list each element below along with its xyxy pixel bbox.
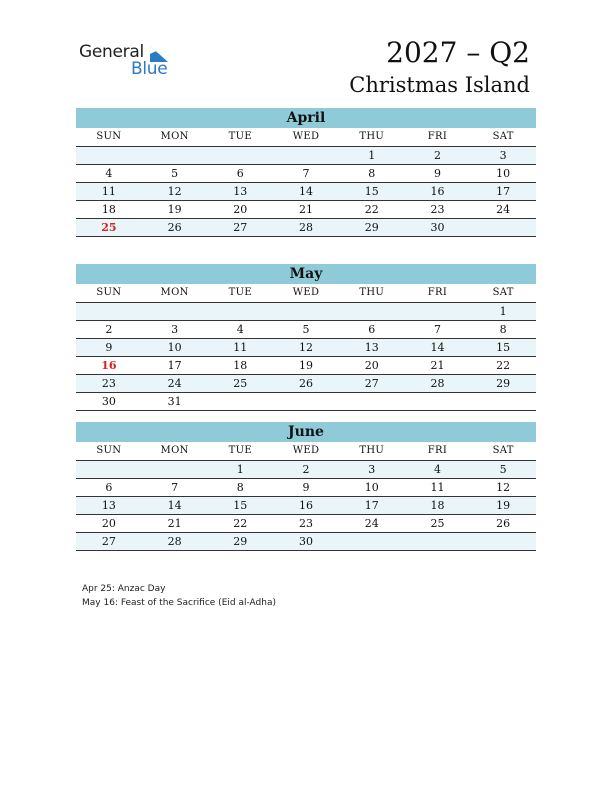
day-cell: 26 (299, 377, 314, 390)
day-cell: 1 (236, 463, 244, 476)
day-cell: 13 (101, 499, 116, 512)
page-title: 2027 – Q2 (386, 36, 530, 69)
day-cell: 10 (364, 481, 379, 494)
day-cell: 28 (430, 377, 445, 390)
day-cell: 19 (299, 359, 314, 372)
day-cell: 8 (499, 323, 507, 336)
month-header: June (76, 422, 536, 442)
weekday-label: WED (292, 445, 320, 456)
week-row (76, 201, 536, 219)
day-cell: 12 (496, 481, 511, 494)
day-cell: 15 (364, 185, 379, 198)
day-cell (470, 219, 536, 236)
weekday-label: SUN (96, 445, 122, 456)
day-cell (405, 533, 471, 550)
day-cell (76, 303, 142, 320)
weekday-header-row (76, 284, 536, 303)
weekday-label: MON (160, 287, 189, 298)
day-cell: 5 (171, 167, 179, 180)
day-cell: 24 (496, 203, 511, 216)
day-cell: 5 (499, 463, 507, 476)
day-cell (207, 393, 273, 410)
day-cell: 26 (496, 517, 511, 530)
day-cell: 16 (430, 185, 445, 198)
day-cell: 30 (430, 221, 445, 234)
weekday-label: SAT (492, 131, 514, 142)
day-cell: 9 (105, 341, 113, 354)
day-cell: 22 (496, 359, 511, 372)
day-cell: 27 (364, 377, 379, 390)
day-cell: 15 (496, 341, 511, 354)
day-cell: 20 (233, 203, 248, 216)
day-cell: 17 (364, 499, 379, 512)
holiday-day-cell: 25 (101, 221, 117, 234)
day-cell: 22 (364, 203, 379, 216)
week-row (76, 219, 536, 237)
day-cell: 6 (368, 323, 376, 336)
day-cell: 30 (101, 395, 116, 408)
month-calendar-may (76, 264, 536, 411)
month-header: May (76, 264, 536, 284)
day-cell: 13 (364, 341, 379, 354)
weekday-header-row (76, 128, 536, 147)
weekday-label: SUN (96, 287, 122, 298)
day-cell: 16 (299, 499, 314, 512)
day-cell: 23 (101, 377, 116, 390)
week-row (76, 515, 536, 533)
day-cell: 12 (299, 341, 314, 354)
day-cell (207, 147, 273, 164)
day-cell (470, 393, 536, 410)
day-cell: 2 (302, 463, 310, 476)
day-cell: 3 (368, 463, 376, 476)
day-cell: 10 (496, 167, 511, 180)
day-cell: 6 (105, 481, 113, 494)
holiday-note: May 16: Feast of the Sacrifice (Eid al-Adha) (82, 598, 276, 608)
weekday-label: SAT (492, 445, 514, 456)
week-row (76, 165, 536, 183)
day-cell: 23 (430, 203, 445, 216)
weekday-label: TUE (228, 131, 252, 142)
week-row (76, 183, 536, 201)
day-cell: 18 (101, 203, 116, 216)
day-cell (76, 147, 142, 164)
week-row (76, 339, 536, 357)
day-cell: 14 (430, 341, 445, 354)
day-cell: 17 (496, 185, 511, 198)
day-cell: 28 (167, 535, 182, 548)
day-cell: 14 (299, 185, 314, 198)
holiday-notes (82, 582, 276, 610)
day-cell: 24 (167, 377, 182, 390)
day-cell: 7 (433, 323, 441, 336)
weekday-label: FRI (427, 445, 448, 456)
day-cell: 21 (430, 359, 445, 372)
day-cell (273, 393, 339, 410)
weekday-label: TUE (228, 287, 252, 298)
day-cell: 21 (167, 517, 182, 530)
day-cell: 15 (233, 499, 248, 512)
week-row (76, 479, 536, 497)
day-cell: 9 (433, 167, 441, 180)
week-row (76, 533, 536, 551)
weekday-header-row (76, 442, 536, 461)
day-cell: 14 (167, 499, 182, 512)
day-cell: 10 (167, 341, 182, 354)
week-row (76, 321, 536, 339)
day-cell: 2 (105, 323, 113, 336)
weekday-label: THU (359, 287, 385, 298)
week-row (76, 303, 536, 321)
weekday-label: FRI (427, 287, 448, 298)
holiday-day-cell: 16 (101, 359, 117, 372)
day-cell (207, 303, 273, 320)
day-cell: 19 (496, 499, 511, 512)
day-cell: 29 (233, 535, 248, 548)
day-cell: 20 (364, 359, 379, 372)
day-cell: 25 (233, 377, 248, 390)
day-cell: 25 (430, 517, 445, 530)
day-cell (339, 303, 405, 320)
weekday-label: MON (160, 131, 189, 142)
logo-general-text: General (79, 42, 144, 62)
holiday-note: Apr 25: Anzac Day (82, 584, 166, 594)
month-calendar-june (76, 422, 536, 551)
day-cell (405, 303, 471, 320)
day-cell: 18 (233, 359, 248, 372)
day-cell: 7 (171, 481, 179, 494)
weekday-label: WED (292, 287, 320, 298)
day-cell (470, 533, 536, 550)
day-cell: 3 (499, 149, 507, 162)
weekday-label: THU (359, 131, 385, 142)
day-cell (339, 393, 405, 410)
day-cell: 19 (167, 203, 182, 216)
logo-blue-text: Blue (131, 59, 168, 79)
day-cell: 1 (499, 305, 507, 318)
day-cell: 11 (430, 481, 445, 494)
week-row (76, 497, 536, 515)
day-cell (76, 461, 142, 478)
week-row (76, 393, 536, 411)
day-cell (339, 533, 405, 550)
weekday-label: WED (292, 131, 320, 142)
day-cell (405, 393, 471, 410)
day-cell: 5 (302, 323, 310, 336)
day-cell: 21 (299, 203, 314, 216)
day-cell: 8 (236, 481, 244, 494)
week-row (76, 375, 536, 393)
day-cell: 31 (167, 395, 182, 408)
day-cell: 27 (233, 221, 248, 234)
day-cell: 11 (233, 341, 248, 354)
day-cell: 13 (233, 185, 248, 198)
day-cell: 4 (105, 167, 113, 180)
day-cell: 4 (433, 463, 441, 476)
page-subtitle: Christmas Island (349, 73, 530, 97)
weekday-label: SAT (492, 287, 514, 298)
day-cell: 3 (171, 323, 179, 336)
generalblue-logo (79, 42, 189, 82)
day-cell: 11 (101, 185, 116, 198)
day-cell (142, 303, 208, 320)
day-cell: 2 (433, 149, 441, 162)
day-cell: 30 (299, 535, 314, 548)
week-row (76, 147, 536, 165)
weekday-label: TUE (228, 445, 252, 456)
day-cell: 29 (364, 221, 379, 234)
day-cell: 6 (236, 167, 244, 180)
weekday-label: THU (359, 445, 385, 456)
day-cell: 18 (430, 499, 445, 512)
weekday-label: SUN (96, 131, 122, 142)
day-cell: 7 (302, 167, 310, 180)
day-cell (142, 461, 208, 478)
day-cell (273, 303, 339, 320)
week-row (76, 357, 536, 375)
day-cell (273, 147, 339, 164)
month-calendar-april (76, 108, 536, 237)
day-cell: 12 (167, 185, 182, 198)
day-cell: 24 (364, 517, 379, 530)
day-cell: 9 (302, 481, 310, 494)
day-cell: 20 (101, 517, 116, 530)
day-cell: 17 (167, 359, 182, 372)
day-cell (142, 147, 208, 164)
month-header: April (76, 108, 536, 128)
day-cell: 4 (236, 323, 244, 336)
day-cell: 28 (299, 221, 314, 234)
day-cell: 22 (233, 517, 248, 530)
weekday-label: FRI (427, 131, 448, 142)
day-cell: 8 (368, 167, 376, 180)
day-cell: 27 (101, 535, 116, 548)
day-cell: 23 (299, 517, 314, 530)
day-cell: 1 (368, 149, 376, 162)
week-row (76, 461, 536, 479)
day-cell: 29 (496, 377, 511, 390)
day-cell: 26 (167, 221, 182, 234)
weekday-label: MON (160, 445, 189, 456)
